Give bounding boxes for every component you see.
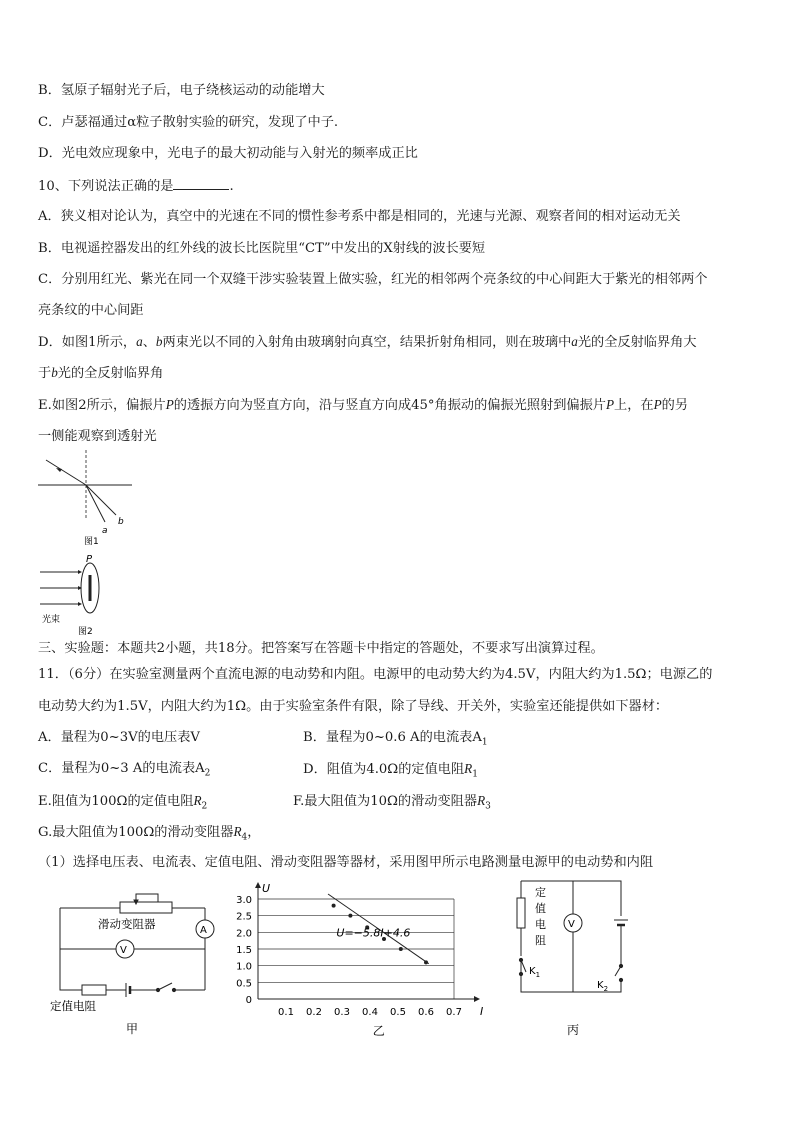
k1-subscript: 1	[535, 971, 541, 979]
y-tick-label: 0.5	[236, 978, 252, 990]
data-point	[424, 960, 428, 964]
x-tick-label: 0.5	[390, 1007, 406, 1018]
text-run: ，	[247, 825, 261, 840]
text-run: 的另	[661, 398, 689, 413]
text-run: D．阻值为4.0Ω的定值电阻	[303, 762, 465, 777]
var-r: R	[233, 824, 242, 839]
x-tick-label: 0.7	[446, 1007, 462, 1018]
var-b: b	[155, 334, 163, 349]
x-tick-label: 0.4	[362, 1007, 378, 1018]
x-tick-label: 0.2	[306, 1007, 322, 1018]
label-b: b	[118, 517, 124, 527]
option-b-prev: B．氢原子辐射光子后，电子绕核运动的动能增大	[38, 83, 325, 98]
text-run: E.如图2所示，偏振片	[38, 398, 166, 413]
text-run: C．量程为0~3 A的电流表A	[38, 761, 205, 776]
resistor-label-2: 值	[535, 902, 546, 915]
k2-letter: K	[597, 980, 604, 991]
y-tick-label: 2.5	[236, 911, 252, 923]
text-run: D．如图1所示，	[38, 335, 137, 350]
q11-option-a: A．量程为0~3V的电压表V	[38, 730, 200, 745]
y-tick-labels	[236, 895, 252, 1006]
q10-stem-end: .	[229, 179, 234, 194]
text-run: 光的全反射临界角	[57, 366, 164, 381]
voltmeter-symbol: V	[568, 919, 575, 930]
q10-option-d-line2	[38, 364, 163, 383]
resistor-label-3: 电	[535, 918, 546, 931]
text-run: G.最大阻值为100Ω的滑动变阻器	[38, 825, 234, 840]
rheostat-label: 滑动变阻器	[98, 917, 156, 931]
var-p: P	[605, 397, 615, 412]
label-a: a	[102, 526, 108, 536]
answer-blank	[173, 177, 229, 190]
chart-grid	[258, 899, 454, 999]
text-run: 、	[142, 335, 156, 350]
figure-2-caption: 图2	[78, 627, 93, 637]
option-c-prev: C．卢瑟福通过α粒子散射实验的研究，发现了中子.	[38, 115, 339, 130]
x-tick-label: 0.1	[278, 1007, 294, 1018]
chart-yi	[228, 880, 508, 1040]
switch-k1-label	[529, 966, 540, 979]
text-run: 两束光以不同的入射角由玻璃射向真空，结果折射角相同，则在玻璃中	[162, 335, 572, 350]
x-tick-label: 0.6	[418, 1007, 434, 1018]
subscript: 1	[481, 737, 488, 748]
var-r: R	[464, 761, 473, 776]
text-run: B．量程为0~0.6 A的电流表A	[303, 730, 482, 745]
q10-option-c-line1: C．分别用红光、紫光在同一个双缝干涉实验装置上做实验，红光的相邻两个亮条纹的中心间距大于紫光的相邻两个	[38, 272, 708, 287]
switch-k2-label	[597, 980, 608, 993]
x-tick-labels	[278, 1007, 462, 1018]
k2-subscript: 2	[603, 985, 609, 993]
text-run: 上，在	[614, 398, 654, 413]
circuit-bing	[505, 876, 635, 1040]
q11-option-f	[293, 792, 491, 816]
subscript: 4	[241, 832, 248, 843]
text-run: F.最大阻值为10Ω的滑动变阻器	[293, 794, 478, 809]
q11-line2: 电动势大约为1.5V，内阻大约为1Ω。由于实验室条件有限，除了导线、开关外，实验室还能提供如下器材：	[38, 699, 669, 714]
resistor-label-1: 定	[535, 886, 546, 899]
figure-1	[36, 448, 136, 548]
fixed-resistor-label: 定值电阻	[50, 999, 96, 1013]
k1-letter: K	[529, 966, 536, 977]
var-r: R	[477, 793, 486, 808]
data-point	[399, 947, 403, 951]
q11-option-g	[38, 823, 260, 847]
var-a: a	[571, 334, 578, 349]
data-point	[332, 904, 336, 908]
q11-line1: 11．（6分）在实验室测量两个直流电源的电动势和内阻。电源甲的电动势大约为4.5V，内阻大约为1.5Ω；电源乙的	[38, 667, 713, 682]
beam-label: 光束	[42, 615, 61, 625]
q10-option-a: A．狭义相对论认为，真空中的光速在不同的惯性参考系中都是相同的，光速与光源、观察者间的相对运动无关	[38, 209, 681, 224]
circuit-jia	[40, 880, 220, 1040]
fit-equation: U=−5.8I+4.6	[336, 926, 411, 940]
q11-part1: （1）选择电压表、电流表、定值电阻、滑动变阻器等器材，采用图甲所示电路测量电源甲的电动势和内阻	[38, 855, 654, 870]
figure-2	[36, 550, 136, 638]
q10-option-d-line1	[38, 333, 697, 352]
var-r: R	[193, 793, 202, 808]
x-axis-label: I	[480, 1005, 484, 1018]
var-p: P	[653, 397, 662, 412]
text-run: 光的全反射临界角大	[577, 335, 697, 350]
circuit-jia-caption: 甲	[126, 1022, 139, 1036]
q10-option-e-line2: 一侧能观察到透射光	[38, 429, 157, 444]
var-b: b	[51, 365, 58, 380]
y-tick-label: 0	[245, 995, 252, 1006]
q11-option-c	[38, 760, 210, 783]
voltmeter-symbol: V	[120, 945, 127, 956]
y-tick-label: 2.0	[236, 928, 252, 940]
figure-1-caption: 图1	[84, 537, 99, 547]
q11-option-e	[38, 792, 207, 816]
y-axis-arrow	[255, 882, 261, 888]
q11-option-b	[303, 729, 488, 752]
chart-axes	[255, 882, 480, 1002]
text-run: 于	[38, 366, 52, 381]
x-axis-arrow	[474, 996, 480, 1002]
q11-option-d	[303, 760, 478, 784]
subscript: 3	[485, 801, 491, 812]
text-run: 的透振方向为竖直方向，沿与竖直方向成45°角振动的偏振光照射到偏振片	[173, 398, 606, 413]
y-tick-label: 3.0	[236, 895, 252, 906]
chart-caption: 乙	[372, 1024, 385, 1038]
label-p: P	[86, 554, 93, 565]
subscript: 1	[472, 769, 478, 780]
q10-option-b: B．电视遥控器发出的红外线的波长比医院里“CT”中发出的X射线的波长要短	[38, 241, 486, 256]
q10-stem-text: 10、下列说法正确的是	[38, 179, 174, 194]
y-tick-label: 1.5	[236, 945, 252, 956]
x-tick-label: 0.3	[334, 1007, 350, 1018]
section-3-heading: 三、实验题：本题共2小题，共18分。把答案写在答题卡中指定的答题处，不要求写出演算过程。	[38, 641, 604, 656]
option-d-prev: D．光电效应现象中，光电子的最大初动能与入射光的频率成正比	[38, 146, 418, 161]
q10-option-e-line1	[38, 396, 688, 415]
subscript: 2	[204, 768, 211, 779]
data-point	[348, 914, 352, 918]
circuit-bing-caption: 丙	[567, 1023, 580, 1037]
q10-stem	[38, 177, 234, 196]
y-tick-label: 1.0	[236, 961, 252, 973]
text-run: E.阻值为100Ω的定值电阻	[38, 794, 194, 809]
subscript: 2	[201, 801, 208, 812]
var-a: a	[136, 334, 143, 349]
var-p: P	[165, 397, 174, 412]
y-axis-label: U	[262, 882, 271, 895]
ammeter-symbol: A	[200, 925, 207, 936]
q10-option-c-line2: 亮条纹的中心间距	[38, 303, 144, 318]
resistor-label-4: 阻	[535, 934, 546, 947]
